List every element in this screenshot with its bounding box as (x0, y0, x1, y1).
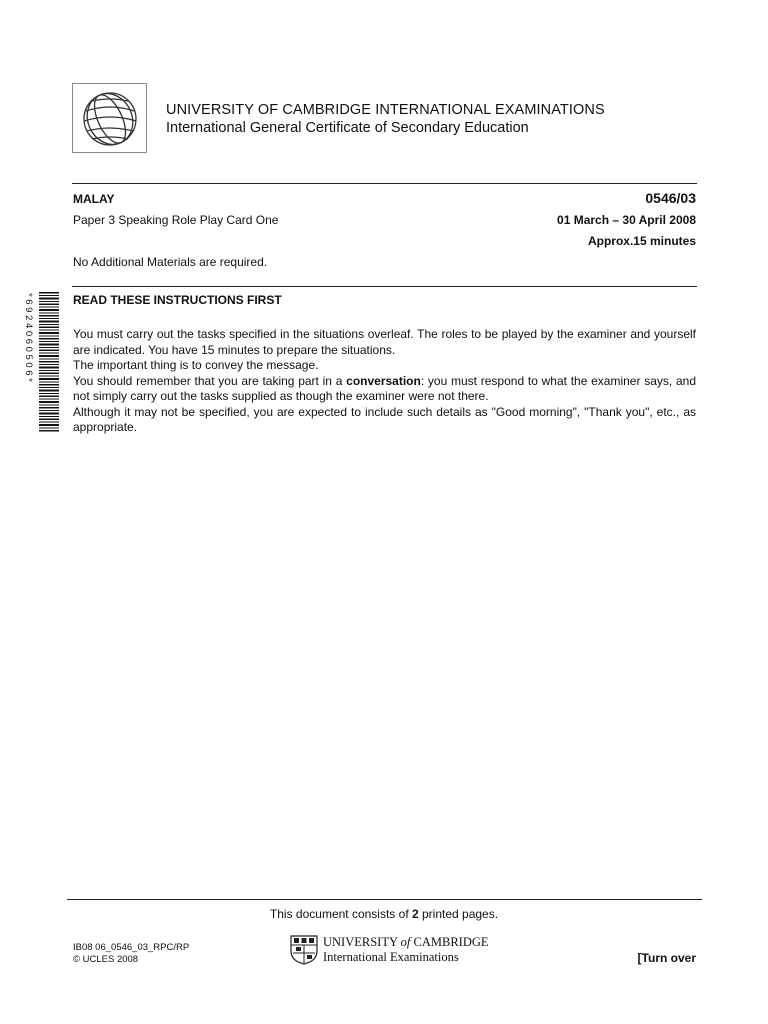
logo-international-examinations: International Examinations (323, 950, 459, 964)
page-count-text: This document consists of (269, 907, 412, 921)
instruction-paragraph: You must carry out the tasks specified in the situations overleaf. The roles to be played by the examiner and yourself are indicated. You have 15 minutes to prepare the situations. (73, 327, 696, 357)
qualification-name: International General Certificate of Secondary Education (166, 120, 529, 136)
syllabus-code: 0546/03 (645, 190, 696, 206)
instructions-rule (72, 286, 697, 287)
institution-header (166, 101, 605, 137)
logo-of: of (400, 935, 411, 949)
footer-rule (67, 899, 702, 900)
barcode-graphic (22, 292, 62, 432)
emphasis-conversation: conversation (346, 373, 421, 388)
subject-name: MALAY (73, 192, 115, 206)
instruction-text: You should remember that you are taking part in a (73, 373, 347, 388)
instruction-paragraph (73, 374, 696, 405)
instructions-body (73, 327, 696, 436)
cie-globe-logo (72, 83, 147, 153)
materials-note: No Additional Materials are required. (73, 255, 268, 269)
instruction-paragraph: Although it may not be specified, you are expected to include such details as "Good morning", "Thank you", etc., as appropriate. (73, 404, 696, 434)
paper-title: Paper 3 Speaking Role Play Card One (73, 213, 279, 227)
institution-name: UNIVERSITY OF CAMBRIDGE INTERNATIONAL EXAMINATIONS (166, 102, 605, 118)
logo-university: UNIVERSITY (323, 935, 398, 949)
instruction-text: : you must respond to what the examiner says, and not simply carry out the tasks supplied as though the examiner were not there. (73, 373, 696, 403)
globe-icon (80, 89, 140, 149)
page-count-note (0, 907, 768, 921)
crest-icon (290, 935, 318, 965)
top-rule (72, 183, 697, 184)
copyright-notice: © UCLES 2008 (73, 954, 139, 965)
instruction-paragraph: The important thing is to convey the message. (73, 358, 319, 372)
page-count-number: 2 (411, 907, 419, 921)
document-reference (73, 942, 189, 966)
barcode (22, 292, 62, 432)
logo-cambridge: CAMBRIDGE (413, 935, 489, 949)
exam-duration: Approx.15 minutes (587, 234, 696, 248)
exam-dates: 01 March – 30 April 2008 (557, 213, 696, 227)
turn-over-label: [Turn over (637, 951, 696, 965)
cambridge-logo (290, 935, 489, 970)
cambridge-logo-text (323, 935, 489, 965)
instructions-heading: READ THESE INSTRUCTIONS FIRST (73, 293, 282, 307)
reference-code: IB08 06_0546_03_RPC/RP (73, 942, 190, 953)
barcode-number: *6924060506* (23, 293, 34, 385)
page-count-text: printed pages. (418, 907, 499, 921)
